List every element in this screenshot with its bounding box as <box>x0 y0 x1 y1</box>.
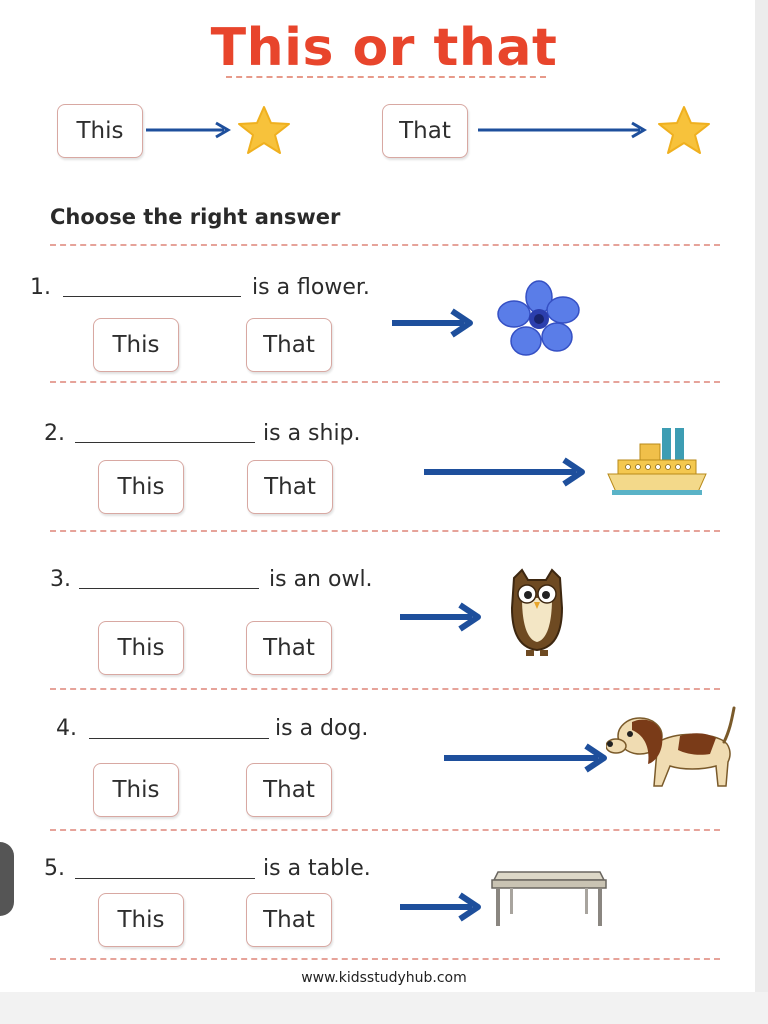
legend-this-arrow-icon <box>144 120 236 140</box>
option-that-label: That <box>263 907 315 933</box>
option-that-button[interactable] <box>247 460 333 514</box>
question-sentence: is a ship. <box>263 421 361 446</box>
instruction-heading: Choose the right answer <box>50 205 341 229</box>
answer-blank[interactable] <box>75 442 255 443</box>
question-sentence: is an owl. <box>269 567 373 592</box>
page-edge-right <box>755 0 768 1024</box>
option-that-button[interactable] <box>246 763 332 817</box>
question-number: 3. <box>50 567 71 592</box>
option-this-label: This <box>117 907 165 933</box>
table-icon <box>488 870 610 932</box>
option-that-button[interactable] <box>246 893 332 947</box>
question-arrow-icon <box>442 741 614 775</box>
option-this-button[interactable] <box>93 763 179 817</box>
answer-blank[interactable] <box>75 878 255 879</box>
option-that-label: That <box>264 474 316 500</box>
legend-that-box <box>382 104 468 158</box>
legend-this-box <box>57 104 143 158</box>
side-handle[interactable] <box>0 842 14 916</box>
option-this-label: This <box>117 635 165 661</box>
dog-icon <box>606 702 742 792</box>
option-that-label: That <box>263 777 315 803</box>
divider <box>50 688 720 690</box>
question-arrow-icon <box>398 600 488 634</box>
question-sentence: is a dog. <box>275 716 369 741</box>
question-arrow-icon <box>390 306 480 340</box>
page-title: This or that <box>210 18 558 78</box>
title-underline <box>226 76 546 78</box>
question-arrow-icon <box>398 890 488 924</box>
option-that-label: That <box>263 635 315 661</box>
question-number: 5. <box>44 856 65 881</box>
answer-blank[interactable] <box>89 738 269 739</box>
option-this-label: This <box>117 474 165 500</box>
question-arrow-icon <box>422 455 592 489</box>
owl-icon <box>506 568 568 660</box>
question-number: 4. <box>56 716 77 741</box>
answer-blank[interactable] <box>79 588 259 589</box>
option-that-label: That <box>263 332 315 358</box>
ship-icon <box>604 424 710 498</box>
option-this-button[interactable] <box>98 893 184 947</box>
footer-url[interactable]: www.kidsstudyhub.com <box>301 970 467 986</box>
question-number: 2. <box>44 421 65 446</box>
star-icon <box>656 104 712 156</box>
option-that-button[interactable] <box>246 318 332 372</box>
option-this-button[interactable] <box>93 318 179 372</box>
divider <box>50 829 720 831</box>
divider <box>50 244 720 246</box>
answer-blank[interactable] <box>63 296 241 297</box>
page-edge-bottom <box>0 992 768 1024</box>
question-sentence: is a flower. <box>252 275 370 300</box>
option-that-button[interactable] <box>246 621 332 675</box>
divider <box>50 530 720 532</box>
legend-that-arrow-icon <box>476 120 652 140</box>
divider <box>50 958 720 960</box>
flower-icon <box>496 280 582 358</box>
option-this-label: This <box>112 332 160 358</box>
legend-this-label: This <box>76 118 124 144</box>
question-sentence: is a table. <box>263 856 371 881</box>
legend-that-label: That <box>399 118 451 144</box>
option-this-label: This <box>112 777 160 803</box>
divider <box>50 381 720 383</box>
option-this-button[interactable] <box>98 621 184 675</box>
question-number: 1. <box>30 275 51 300</box>
star-icon <box>236 104 292 156</box>
option-this-button[interactable] <box>98 460 184 514</box>
